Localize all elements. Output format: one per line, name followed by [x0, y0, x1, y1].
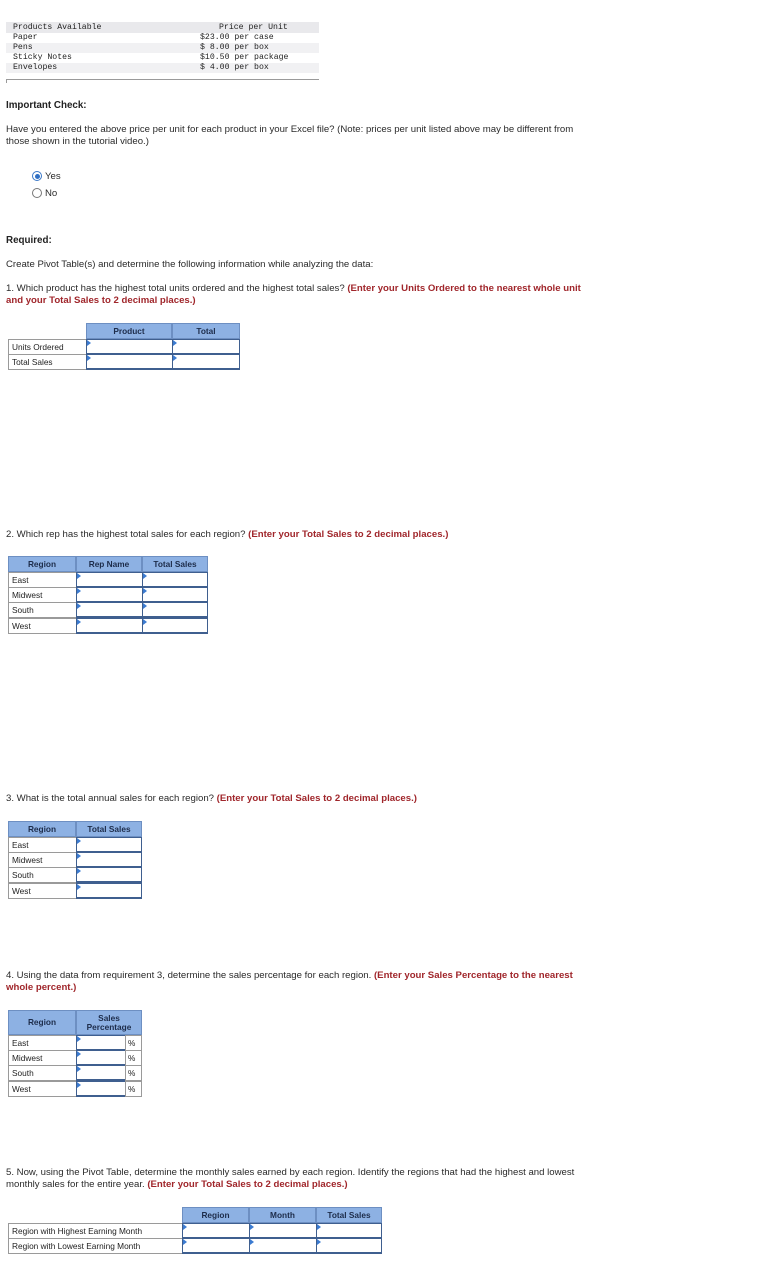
product-price: $10.50 per package	[200, 53, 289, 62]
lowest-sales-input[interactable]	[316, 1238, 382, 1254]
header-price: Price per Unit	[219, 23, 288, 32]
q5-text-line2	[6, 1179, 348, 1191]
check-question-line2: those shown in the tutorial video.)	[6, 136, 149, 147]
lowest-month-input[interactable]	[249, 1238, 317, 1254]
row-label-midwest: Midwest	[8, 587, 77, 603]
west-rep-input[interactable]	[76, 618, 143, 634]
units-product-input[interactable]	[86, 339, 173, 355]
row-label-south: South	[8, 1065, 77, 1081]
col-header-total: Total	[172, 323, 240, 339]
check-title: Important Check:	[6, 100, 87, 111]
q4-instruction-line2: whole percent.)	[6, 982, 77, 993]
product-price: $ 8.00 per box	[200, 43, 269, 52]
col-header-percentage-word: Percentage	[86, 1021, 132, 1032]
radio-yes[interactable]	[32, 171, 42, 181]
product-price: $23.00 per case	[200, 33, 274, 42]
east-percent-input[interactable]	[76, 1035, 126, 1051]
row-label-highest: Region with Highest Earning Month	[8, 1223, 183, 1239]
highest-region-input[interactable]	[182, 1223, 250, 1239]
west-sales-input[interactable]	[142, 618, 208, 634]
q1-text	[6, 283, 581, 295]
q5-question: monthly sales for the entire year.	[6, 1179, 148, 1190]
units-total-input[interactable]	[172, 339, 240, 355]
col-header-total-sales: Total Sales	[142, 556, 208, 572]
radio-yes-label[interactable]: Yes	[45, 171, 61, 182]
south-total-input[interactable]	[76, 867, 142, 883]
col-header-total-sales: Total Sales	[76, 821, 142, 837]
q1-instruction: (Enter your Units Ordered to the nearest whole unit	[347, 283, 581, 294]
check-question-line1: Have you entered the above price per unit for each product in your Excel file? (Note: prices per unit listed above may be different from	[6, 124, 574, 135]
q1-question: 1. Which product has the highest total units ordered and the highest total sales?	[6, 283, 348, 294]
product-name: Sticky Notes	[13, 53, 72, 62]
highest-month-input[interactable]	[249, 1223, 317, 1239]
q2-instruction: (Enter your Total Sales to 2 decimal places.)	[248, 529, 449, 540]
price-table-header	[6, 22, 319, 33]
col-header-sales-percentage	[76, 1010, 142, 1035]
radio-no-label[interactable]: No	[45, 188, 58, 199]
sales-product-input[interactable]	[86, 354, 173, 370]
row-label-west: West	[8, 883, 77, 899]
row-label-midwest: Midwest	[8, 852, 77, 868]
east-total-input[interactable]	[76, 837, 142, 853]
q1-instruction-line2: and your Total Sales to 2 decimal places.)	[6, 295, 196, 306]
midwest-rep-input[interactable]	[76, 587, 143, 603]
product-name: Envelopes	[13, 63, 58, 72]
percent-sign: %	[125, 1081, 142, 1097]
q2-question: 2. Which rep has the highest total sales for each region?	[6, 529, 249, 540]
q5-instruction: (Enter your Total Sales to 2 decimal places.)	[147, 1179, 348, 1190]
col-header-region: Region	[8, 821, 76, 837]
q4-instruction: (Enter your Sales Percentage to the nearest	[373, 970, 573, 981]
row-label-midwest: Midwest	[8, 1050, 77, 1066]
row-label-south: South	[8, 602, 77, 618]
radio-no[interactable]	[32, 188, 42, 198]
col-header-region: Region	[182, 1207, 249, 1223]
product-name: Pens	[13, 43, 33, 52]
row-label-east: East	[8, 1035, 77, 1051]
south-percent-input[interactable]	[76, 1065, 126, 1081]
table-divider-tick	[6, 79, 7, 83]
q5-text-line1: 5. Now, using the Pivot Table, determine the monthly sales earned by each region. Identify the regions that had the highest and lowest	[6, 1167, 575, 1178]
table-divider	[6, 79, 319, 80]
percent-sign: %	[125, 1050, 142, 1066]
highest-sales-input[interactable]	[316, 1223, 382, 1239]
east-rep-input[interactable]	[76, 572, 143, 588]
q2-text	[6, 529, 448, 541]
price-row	[6, 43, 319, 53]
col-header-rep-name: Rep Name	[76, 556, 142, 572]
row-label-west: West	[8, 618, 77, 634]
row-label-west: West	[8, 1081, 77, 1097]
product-price: $ 4.00 per box	[200, 63, 269, 72]
west-percent-input[interactable]	[76, 1081, 126, 1097]
col-header-month: Month	[249, 1207, 316, 1223]
midwest-total-input[interactable]	[76, 852, 142, 868]
price-table	[6, 22, 319, 73]
col-header-sales-word: Sales	[98, 1012, 120, 1023]
row-label-east: East	[8, 572, 77, 588]
west-total-input[interactable]	[76, 883, 142, 899]
required-intro: Create Pivot Table(s) and determine the following information while analyzing the data:	[6, 259, 374, 270]
price-row	[6, 63, 319, 73]
sales-total-input[interactable]	[172, 354, 240, 370]
q3-instruction: (Enter your Total Sales to 2 decimal places.)	[216, 793, 417, 804]
midwest-percent-input[interactable]	[76, 1050, 126, 1066]
percent-sign: %	[125, 1065, 142, 1081]
row-label-lowest: Region with Lowest Earning Month	[8, 1238, 183, 1254]
q3-question: 3. What is the total annual sales for each region?	[6, 793, 217, 804]
q4-question: 4. Using the data from requirement 3, determine the sales percentage for each region.	[6, 970, 374, 981]
q4-text	[6, 970, 573, 982]
price-row	[6, 33, 319, 43]
product-name: Paper	[13, 33, 38, 42]
midwest-sales-input[interactable]	[142, 587, 208, 603]
col-header-total-sales: Total Sales	[316, 1207, 382, 1223]
col-header-region: Region	[8, 556, 76, 572]
col-header-product: Product	[86, 323, 172, 339]
price-row	[6, 53, 319, 63]
row-label-south: South	[8, 867, 77, 883]
row-label-total-sales: Total Sales	[8, 354, 87, 370]
col-header-region: Region	[8, 1010, 76, 1035]
q3-text	[6, 793, 417, 805]
row-label-units-ordered: Units Ordered	[8, 339, 87, 355]
required-title: Required:	[6, 235, 52, 246]
percent-sign: %	[125, 1035, 142, 1051]
south-rep-input[interactable]	[76, 602, 143, 618]
south-sales-input[interactable]	[142, 602, 208, 618]
lowest-region-input[interactable]	[182, 1238, 250, 1254]
header-products: Products Available	[13, 23, 102, 32]
row-label-east: East	[8, 837, 77, 853]
east-sales-input[interactable]	[142, 572, 208, 588]
